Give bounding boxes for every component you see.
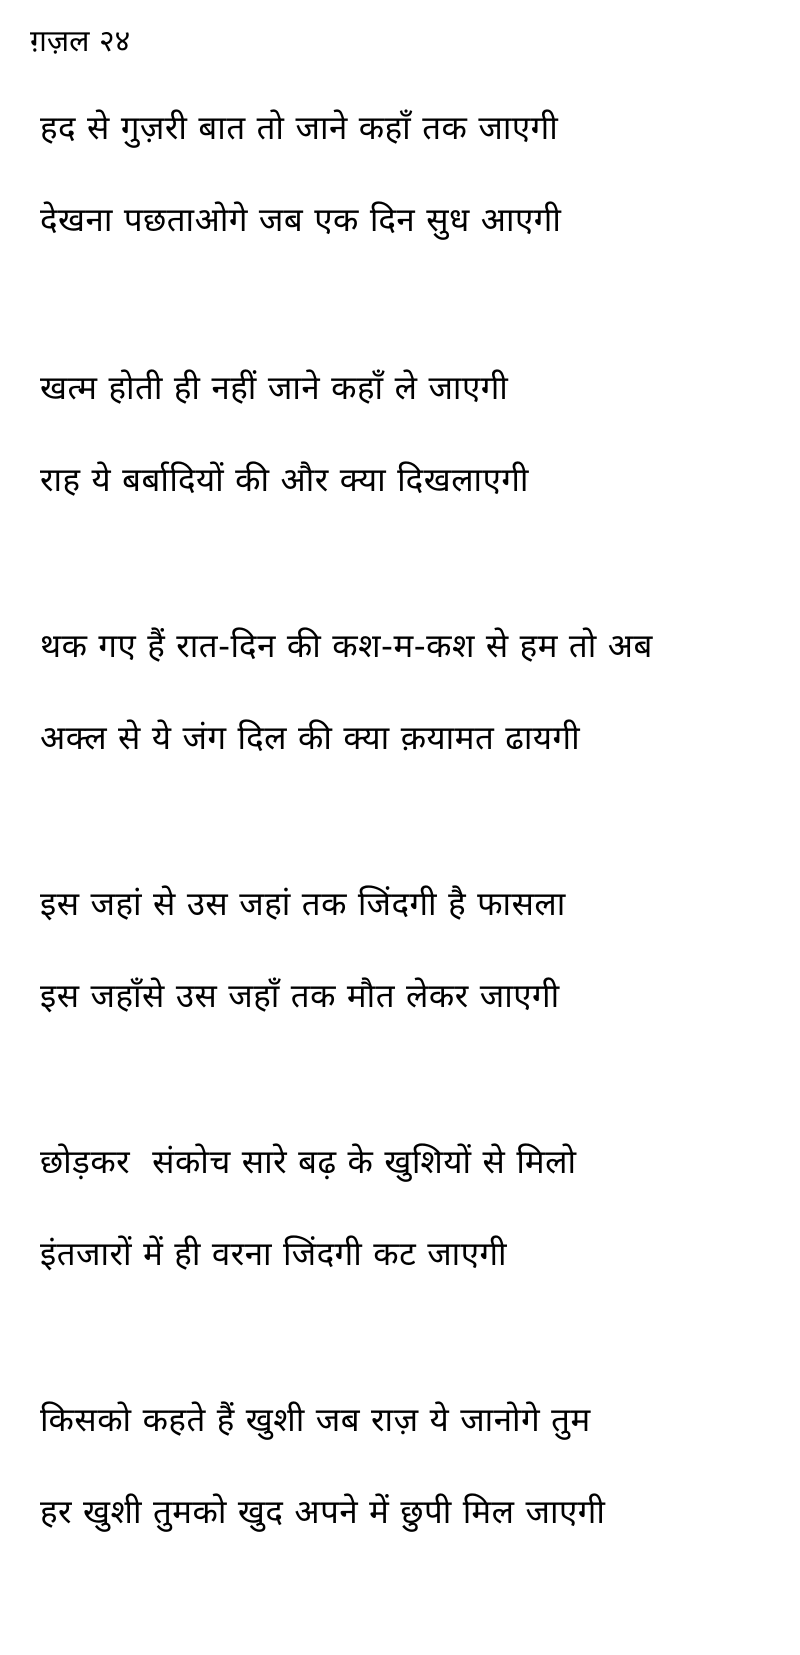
poem-title: ग़ज़ल २४ <box>30 24 131 59</box>
poem-line: हद से गुज़री बात तो जाने कहाँ तक जाएगी <box>40 108 559 147</box>
poem-line: इंतजारों में ही वरना जिंदगी कट जाएगी <box>40 1234 508 1273</box>
poem-line: देखना पछताओगे जब एक दिन सुध आएगी <box>40 200 562 239</box>
poem-line: इस जहां से उस जहां तक जिंदगी है फासला <box>40 884 566 923</box>
poem-line: इस जहाँसे उस जहाँ तक मौत लेकर जाएगी <box>40 976 560 1015</box>
poem-line: राह ये बर्बादियों की और क्या दिखलाएगी <box>40 460 529 499</box>
poem-line: खत्म होती ही नहीं जाने कहाँ ले जाएगी <box>40 368 509 407</box>
poem-line: अक्ल से ये जंग दिल की क्या क़यामत ढायगी <box>40 718 581 757</box>
poem-line: छोड़कर संकोच सारे बढ़ के खुशियों से मिलो <box>40 1142 577 1181</box>
poem-line: किसको कहते हैं खुशी जब राज़ ये जानोगे तुम <box>40 1400 591 1439</box>
poem-line: हर खुशी तुमको खुद अपने में छुपी मिल जाएगी <box>40 1492 606 1531</box>
poem-line: थक गए हैं रात-दिन की कश-म-कश से हम तो अब <box>40 626 653 665</box>
